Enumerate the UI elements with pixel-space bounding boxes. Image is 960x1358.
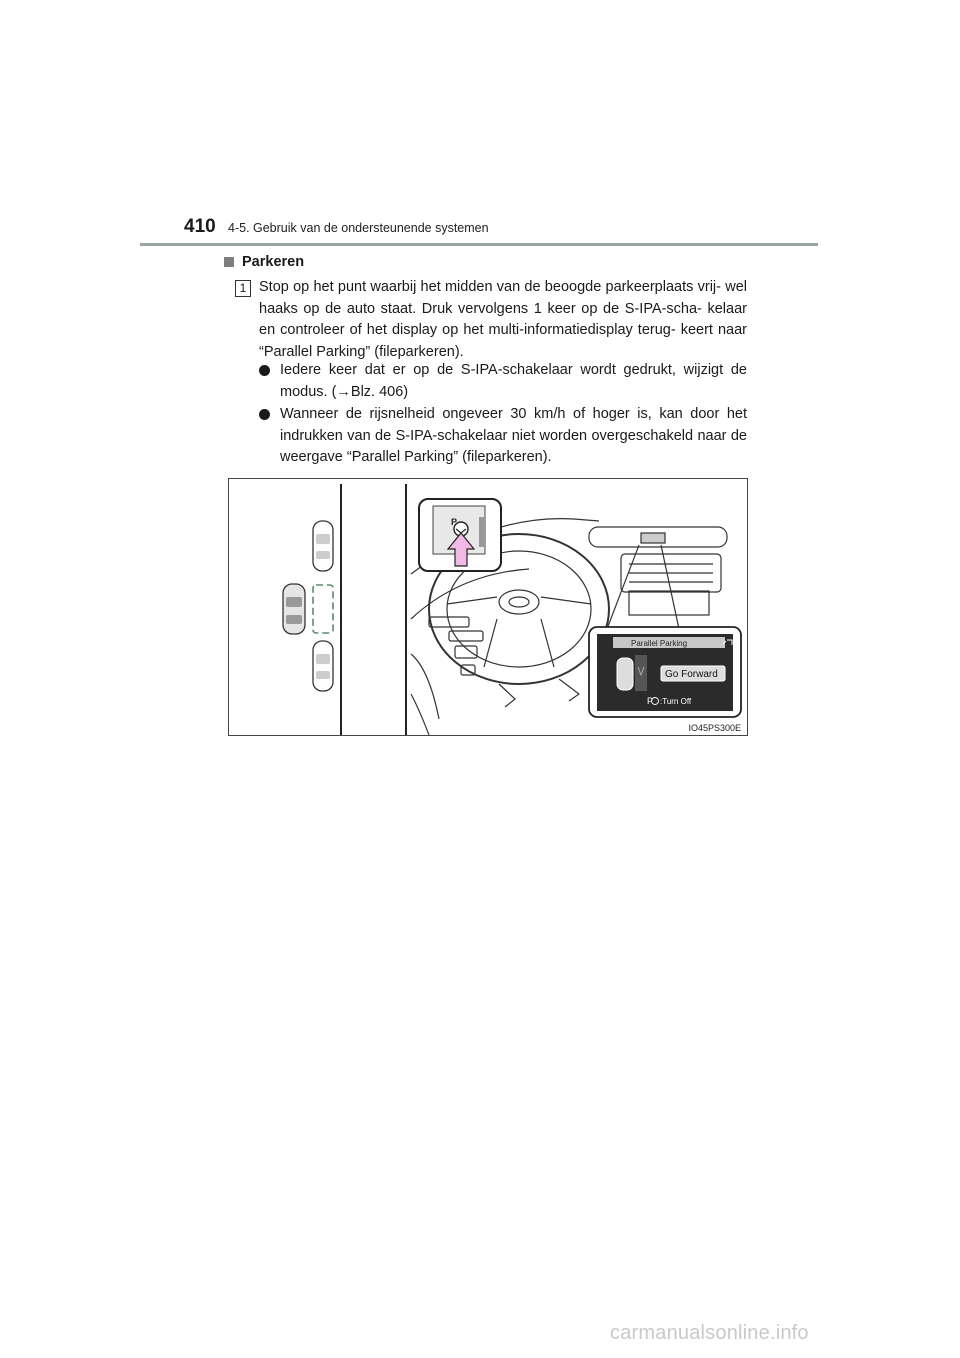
page-number: 410 (184, 216, 216, 237)
illustration-figure (228, 478, 748, 736)
own-car-icon (283, 584, 305, 634)
figure-code: IO45PS300E (688, 723, 741, 733)
illustration-svg (229, 479, 748, 736)
section-heading-text: Parkeren (242, 254, 305, 270)
switch-zoom-inset (419, 499, 501, 571)
parked-car-front-icon (313, 521, 333, 571)
bullet-dot-icon (259, 365, 270, 376)
header-divider (140, 243, 818, 246)
multi-information-display (589, 627, 741, 717)
section-title: 4-5. Gebruik van de ondersteunende systemen (228, 221, 489, 235)
bullet-item (259, 404, 747, 469)
step-text: Stop op het punt waarbij het midden van de beoogde parkeerplaats vrij- wel haaks op de auto staat. Druk vervolgens 1 keer op de S-IPA-scha- kelaar en controleer of het display op het multi-informatiedisplay terug- keert naar “Parallel Parking” (fileparkeren). (259, 279, 747, 360)
bullet-dot-icon (259, 409, 270, 420)
bullet-item (259, 360, 747, 403)
display-go-forward: Go Forward (665, 669, 718, 680)
bullet-text: Wanneer de rijsnelheid ongeveer 30 km/h of hoger is, kan door het indrukken van de S-IPA-schakelaar niet worden overgeschakeld naar de weergave “Parallel Parking” (fileparkeren). (280, 406, 747, 465)
square-bullet-icon (224, 257, 234, 267)
display-title: Parallel Parking (631, 639, 688, 648)
display-switch-letter: P (647, 696, 654, 706)
bullet-text: Iedere keer dat er op de S-IPA-schakelaar wordt gedrukt, wijzigt de modus. (→Blz. 406) (280, 362, 747, 400)
target-parking-space (313, 585, 333, 633)
parked-car-rear-icon (313, 641, 333, 691)
step-number-badge: 1 (235, 280, 251, 297)
switch-p-label: P (451, 517, 458, 527)
watermark-logo: carmanualsonline.info (610, 1322, 809, 1344)
section-heading (224, 254, 304, 270)
display-turn-off-hint: :Turn Off (660, 697, 692, 706)
parking-top-view (283, 484, 406, 735)
